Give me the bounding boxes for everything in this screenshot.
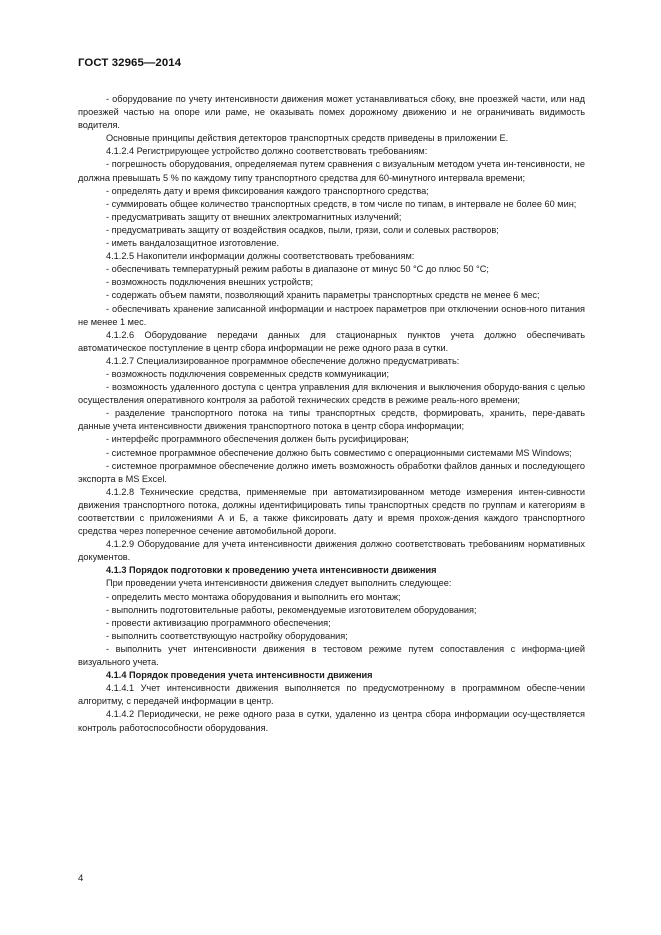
paragraph-4-1-2-4: 4.1.2.4 Регистрирующее устройство должно соответствовать требованиям: [106, 146, 428, 157]
paragraph-detector-principles: Основные принципы действия детекторов транспортных средств приведены в приложении Е. [106, 133, 509, 144]
page-number: 4 [78, 873, 84, 884]
list-item: - выполнить подготовительные работы, рекомендуемые изготовителем оборудования; [106, 604, 477, 615]
list-item: - выполнить соответствующую настройку оборудования; [106, 630, 348, 641]
list-item: - погрешность оборудования, определяемая путем сравнения с визуальным методом учета ин-тенсивности, не должна превышать 5 % по каждому типу транспортного средства для 60-минутного интервала времени; [78, 159, 585, 183]
list-item: - определить место монтажа оборудования и выполнить его монтаж; [106, 591, 401, 602]
paragraph-4-1-4-1: 4.1.4.1 Учет интенсивности движения выполняется по предусмотренному в программном обеспе-чении алгоритму, с передачей информации в центр. [78, 683, 585, 707]
list-item: - предусматривать защиту от воздействия осадков, пыли, грязи, соли и солевых растворов; [106, 224, 499, 235]
section-heading-4-1-4: 4.1.4 Порядок проведения учета интенсивности движения [106, 670, 373, 681]
paragraph-4-1-2-7: 4.1.2.7 Специализированное программное обеспечение должно предусматривать: [106, 355, 460, 366]
paragraph-preparation-intro: При проведении учета интенсивности движения следует выполнить следующее: [106, 578, 452, 589]
list-item: - разделение транспортного потока на типы транспортных средств, формировать, хранить, пере-давать данные учета интенсивности движения транспортного потока в центр сбора информации; [78, 408, 585, 432]
list-item: - возможность подключения внешних устройств; [106, 277, 314, 288]
list-item: - возможность удаленного доступа с центра управления для включения и выключения оборудо-вания с целью осуществления оперативного контроля за работой технических средств в режиме реаль-ного времени; [78, 382, 585, 406]
list-item: - предусматривать защиту от внешних электромагнитных излучений; [106, 211, 402, 222]
list-item: - интерфейс программного обеспечения должен быть русифицирован; [106, 434, 409, 445]
list-item: - содержать объем памяти, позволяющий хранить параметры транспортных средств не менее 6 мес; [106, 290, 540, 301]
list-item: - обеспечивать хранение записанной информации и настроек параметров при отключении основ-ного питания не менее 1 мес. [78, 303, 585, 327]
paragraph-4-1-2-9: 4.1.2.9 Оборудование для учета интенсивности движения должно соответствовать требованиям нормативных документов. [78, 539, 585, 563]
list-item: - суммировать общее количество транспортных средств, в том числе по типам, в интервале не более 60 мин; [106, 198, 577, 209]
paragraph-4-1-2-5: 4.1.2.5 Накопители информации должны соответствовать требованиям: [106, 251, 415, 262]
paragraph-4-1-2-8: 4.1.2.8 Технические средства, применяемые при автоматизированном методе измерения интен-сивности движения транспортного потока, должны идентифицировать типы транспортных средств по группам и категориям в соответствии с приложениями А и Б, а также фиксировать дату и время прохож-дения каждого транспортного средства через поперечное сечение автомобильной дороги. [78, 486, 585, 537]
paragraph-4-1-4-2: 4.1.4.2 Периодически, не реже одного раза в сутки, удаленно из центра сбора информации осу-ществляется контроль работоспособности оборудования. [78, 709, 585, 733]
list-item: - системное программное обеспечение должно быть совместимо с операционными системами MS Windows; [106, 447, 572, 458]
list-item: - выполнить учет интенсивности движения в тестовом режиме путем сопоставления с информа-цией визуального учета. [78, 643, 585, 668]
list-item: - обеспечивать температурный режим работы в диапазоне от минус 50 °С до плюс 50 °С; [106, 264, 489, 275]
document-header: ГОСТ 32965—2014 [78, 57, 182, 69]
paragraph-4-1-2-6: 4.1.2.6 Оборудование передачи данных для стационарных пунктов учета должно обеспечивать автоматическое поступление в центр сбора информации не реже одного раза в сутки. [78, 329, 585, 353]
list-item: - иметь вандалозащитное изготовление. [106, 238, 280, 249]
document-body [78, 93, 585, 735]
paragraph-equipment-placement: - оборудование по учету интенсивности движения может устанавливаться сбоку, вне проезжей части, или над проезжей частью на опоре или раме, не оказывать помех дорожному движению и не ограничивать видимость водителя. [78, 94, 585, 131]
list-item: - системное программное обеспечение должно иметь возможность обработки файлов данных и последующего экспорта в MS Excel. [78, 460, 585, 484]
list-item: - возможность подключения современных средств коммуникации; [106, 368, 390, 379]
section-heading-4-1-3: 4.1.3 Порядок подготовки к проведению учета интенсивности движения [106, 565, 437, 576]
list-item: - провести активизацию программного обеспечения; [106, 617, 331, 628]
list-item: - определять дату и время фиксирования каждого транспортного средства; [106, 185, 429, 196]
